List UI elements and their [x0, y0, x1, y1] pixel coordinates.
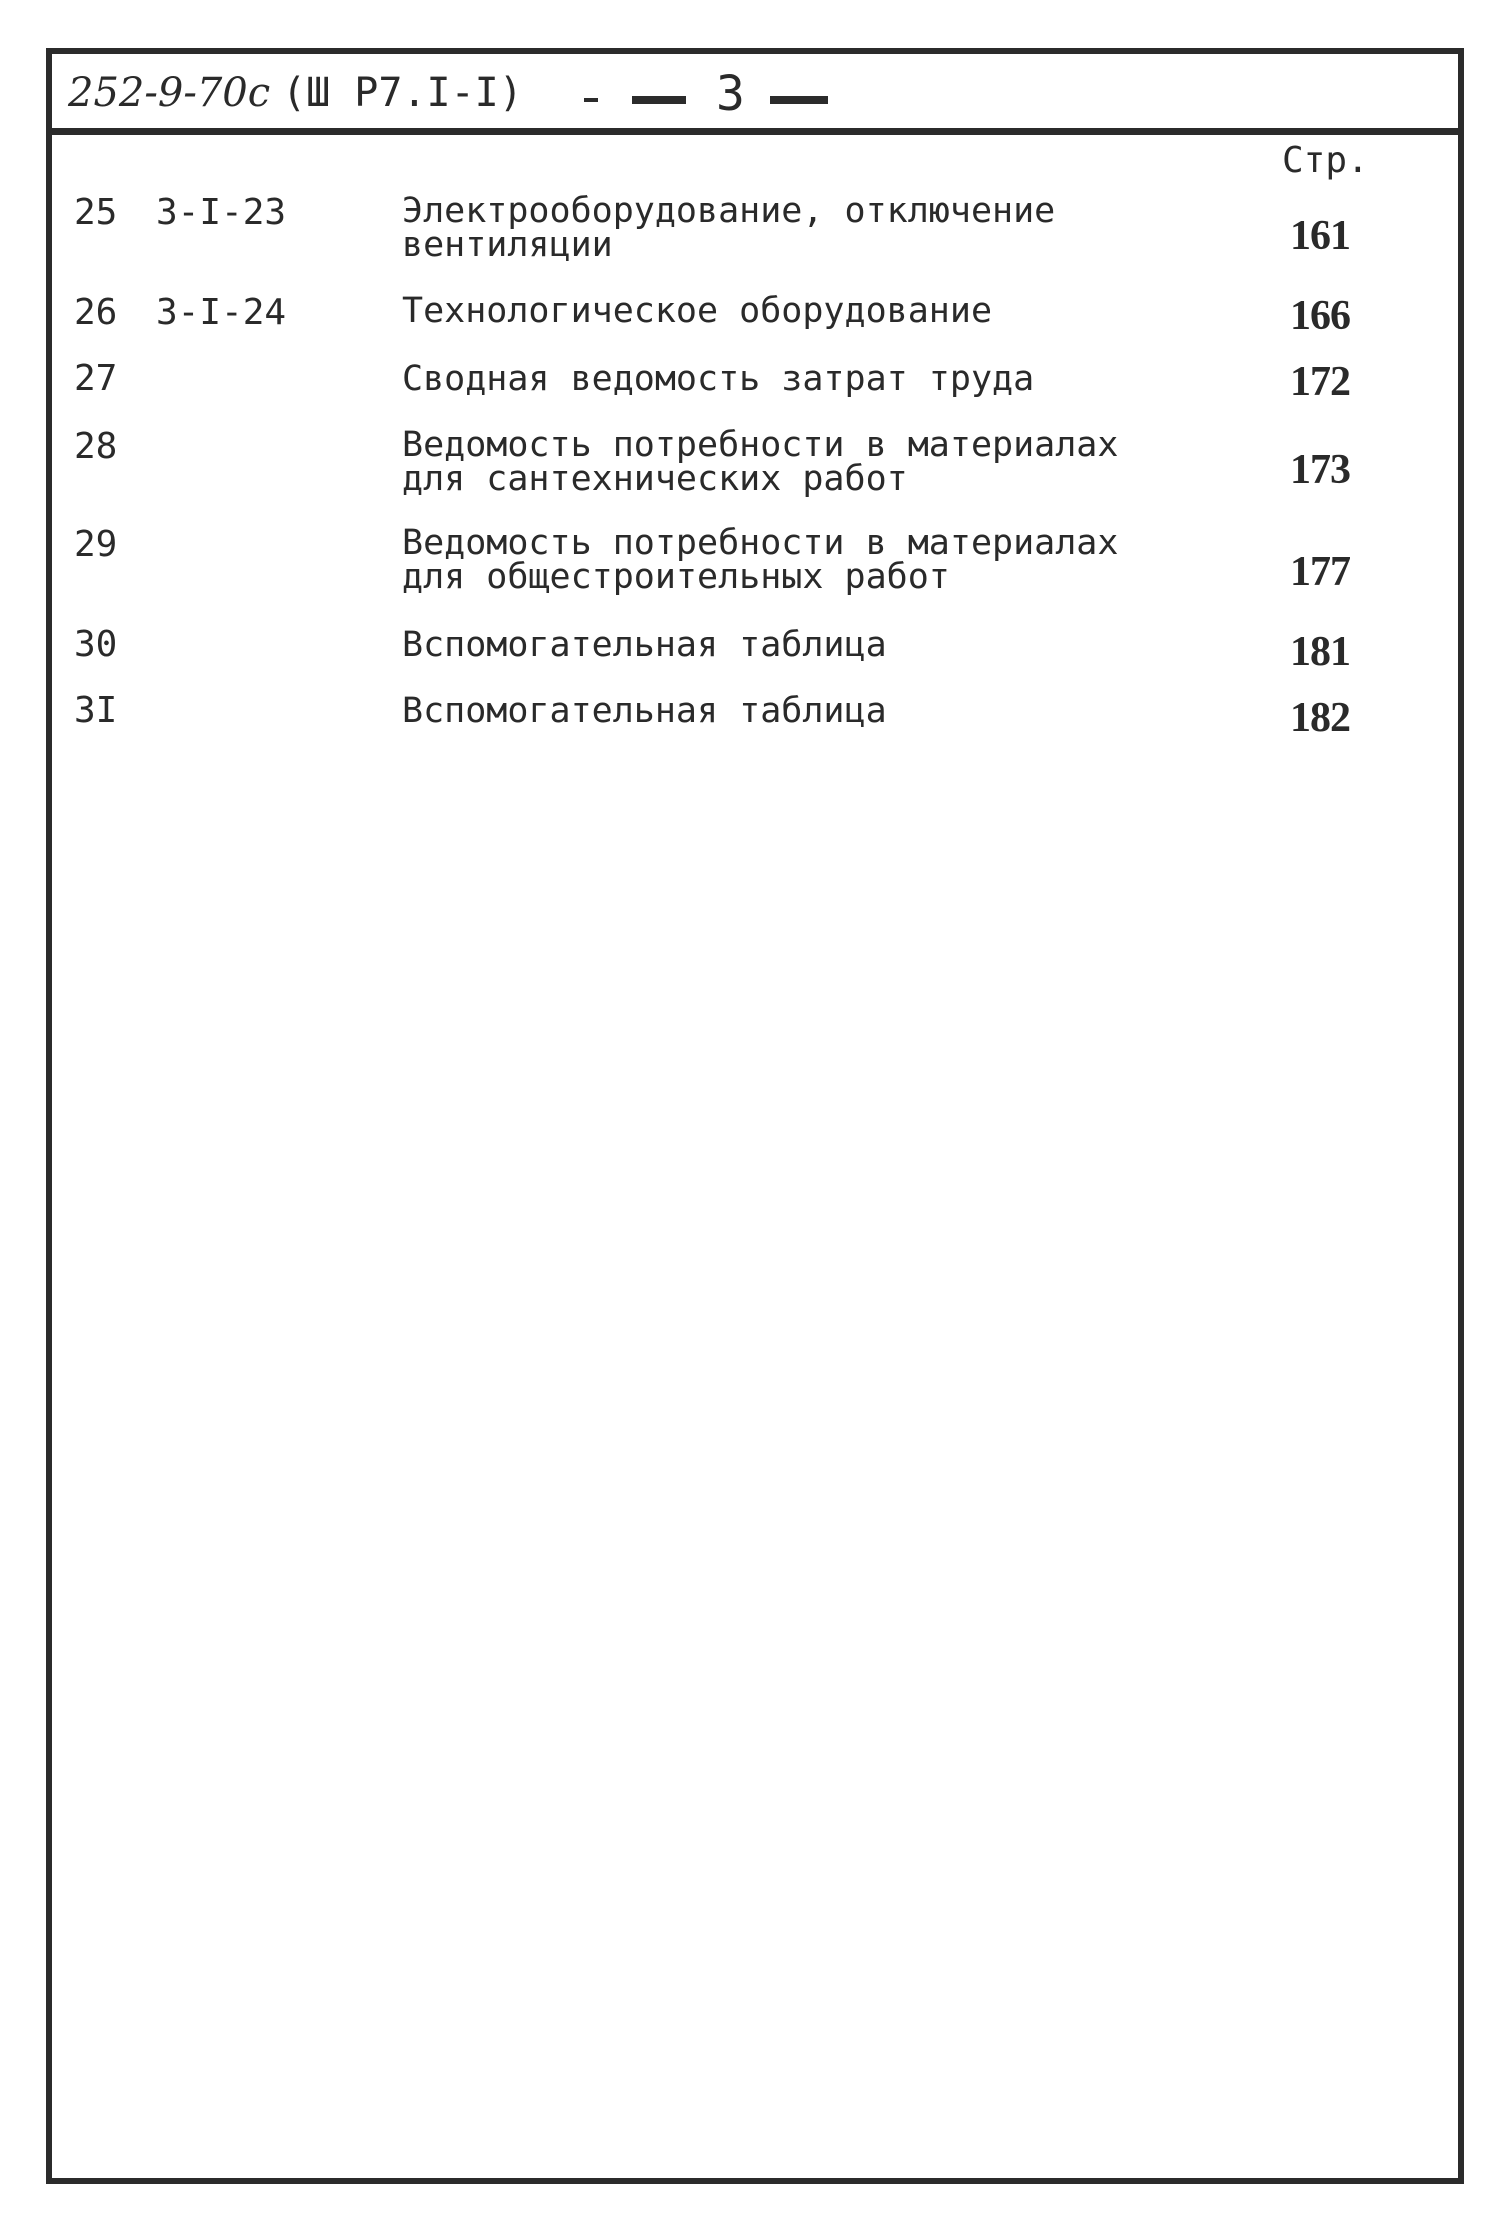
row-title-line: Сводная ведомость затрат труда — [402, 359, 1035, 399]
row-number: 30 — [74, 624, 118, 665]
row-number: 26 — [74, 292, 118, 333]
row-title — [402, 523, 1119, 597]
row-code: 3-I-24 — [156, 292, 287, 333]
page-dash-left — [632, 96, 686, 104]
row-title — [402, 359, 1035, 399]
row-title — [402, 425, 1119, 499]
row-title-line: Вспомогательная таблица — [402, 691, 887, 731]
row-number: 28 — [74, 426, 118, 467]
row-title-line: Ведомость потребности в материалах — [402, 523, 1119, 563]
row-title-line: для сантехнических работ — [402, 459, 908, 499]
row-number: 29 — [74, 524, 118, 565]
row-title — [402, 691, 887, 731]
row-title — [402, 291, 993, 331]
page-column-header: Стр. — [1282, 140, 1369, 181]
row-title — [402, 191, 1056, 265]
row-page: 177 — [1290, 549, 1350, 595]
row-title-line: Технологическое оборудование — [402, 291, 993, 331]
page-dash-small — [584, 98, 598, 102]
row-title-line: Ведомость потребности в материалах — [402, 425, 1119, 465]
row-title-line: Электрооборудование, отключение — [402, 191, 1056, 231]
row-page: 172 — [1290, 359, 1350, 405]
row-number: 27 — [74, 358, 118, 399]
row-title-line: вентиляции — [402, 225, 613, 265]
row-page: 161 — [1290, 213, 1350, 259]
row-number: 25 — [74, 192, 118, 233]
row-page: 182 — [1290, 695, 1350, 741]
row-title-line: Вспомогательная таблица — [402, 625, 887, 665]
document-series: (Ш Р7.I-I) — [282, 70, 523, 116]
row-title-line: для общестроительных работ — [402, 557, 950, 597]
page-dash-right — [770, 96, 828, 104]
header-rule — [46, 128, 1464, 135]
row-page: 173 — [1290, 447, 1350, 493]
document-code: 252-9-70с — [68, 70, 271, 116]
row-page: 181 — [1290, 629, 1350, 675]
row-code: 3-I-23 — [156, 192, 287, 233]
row-number: 3I — [74, 690, 118, 731]
row-page: 166 — [1290, 293, 1350, 339]
page-number: 3 — [716, 66, 745, 122]
row-title — [402, 625, 887, 665]
